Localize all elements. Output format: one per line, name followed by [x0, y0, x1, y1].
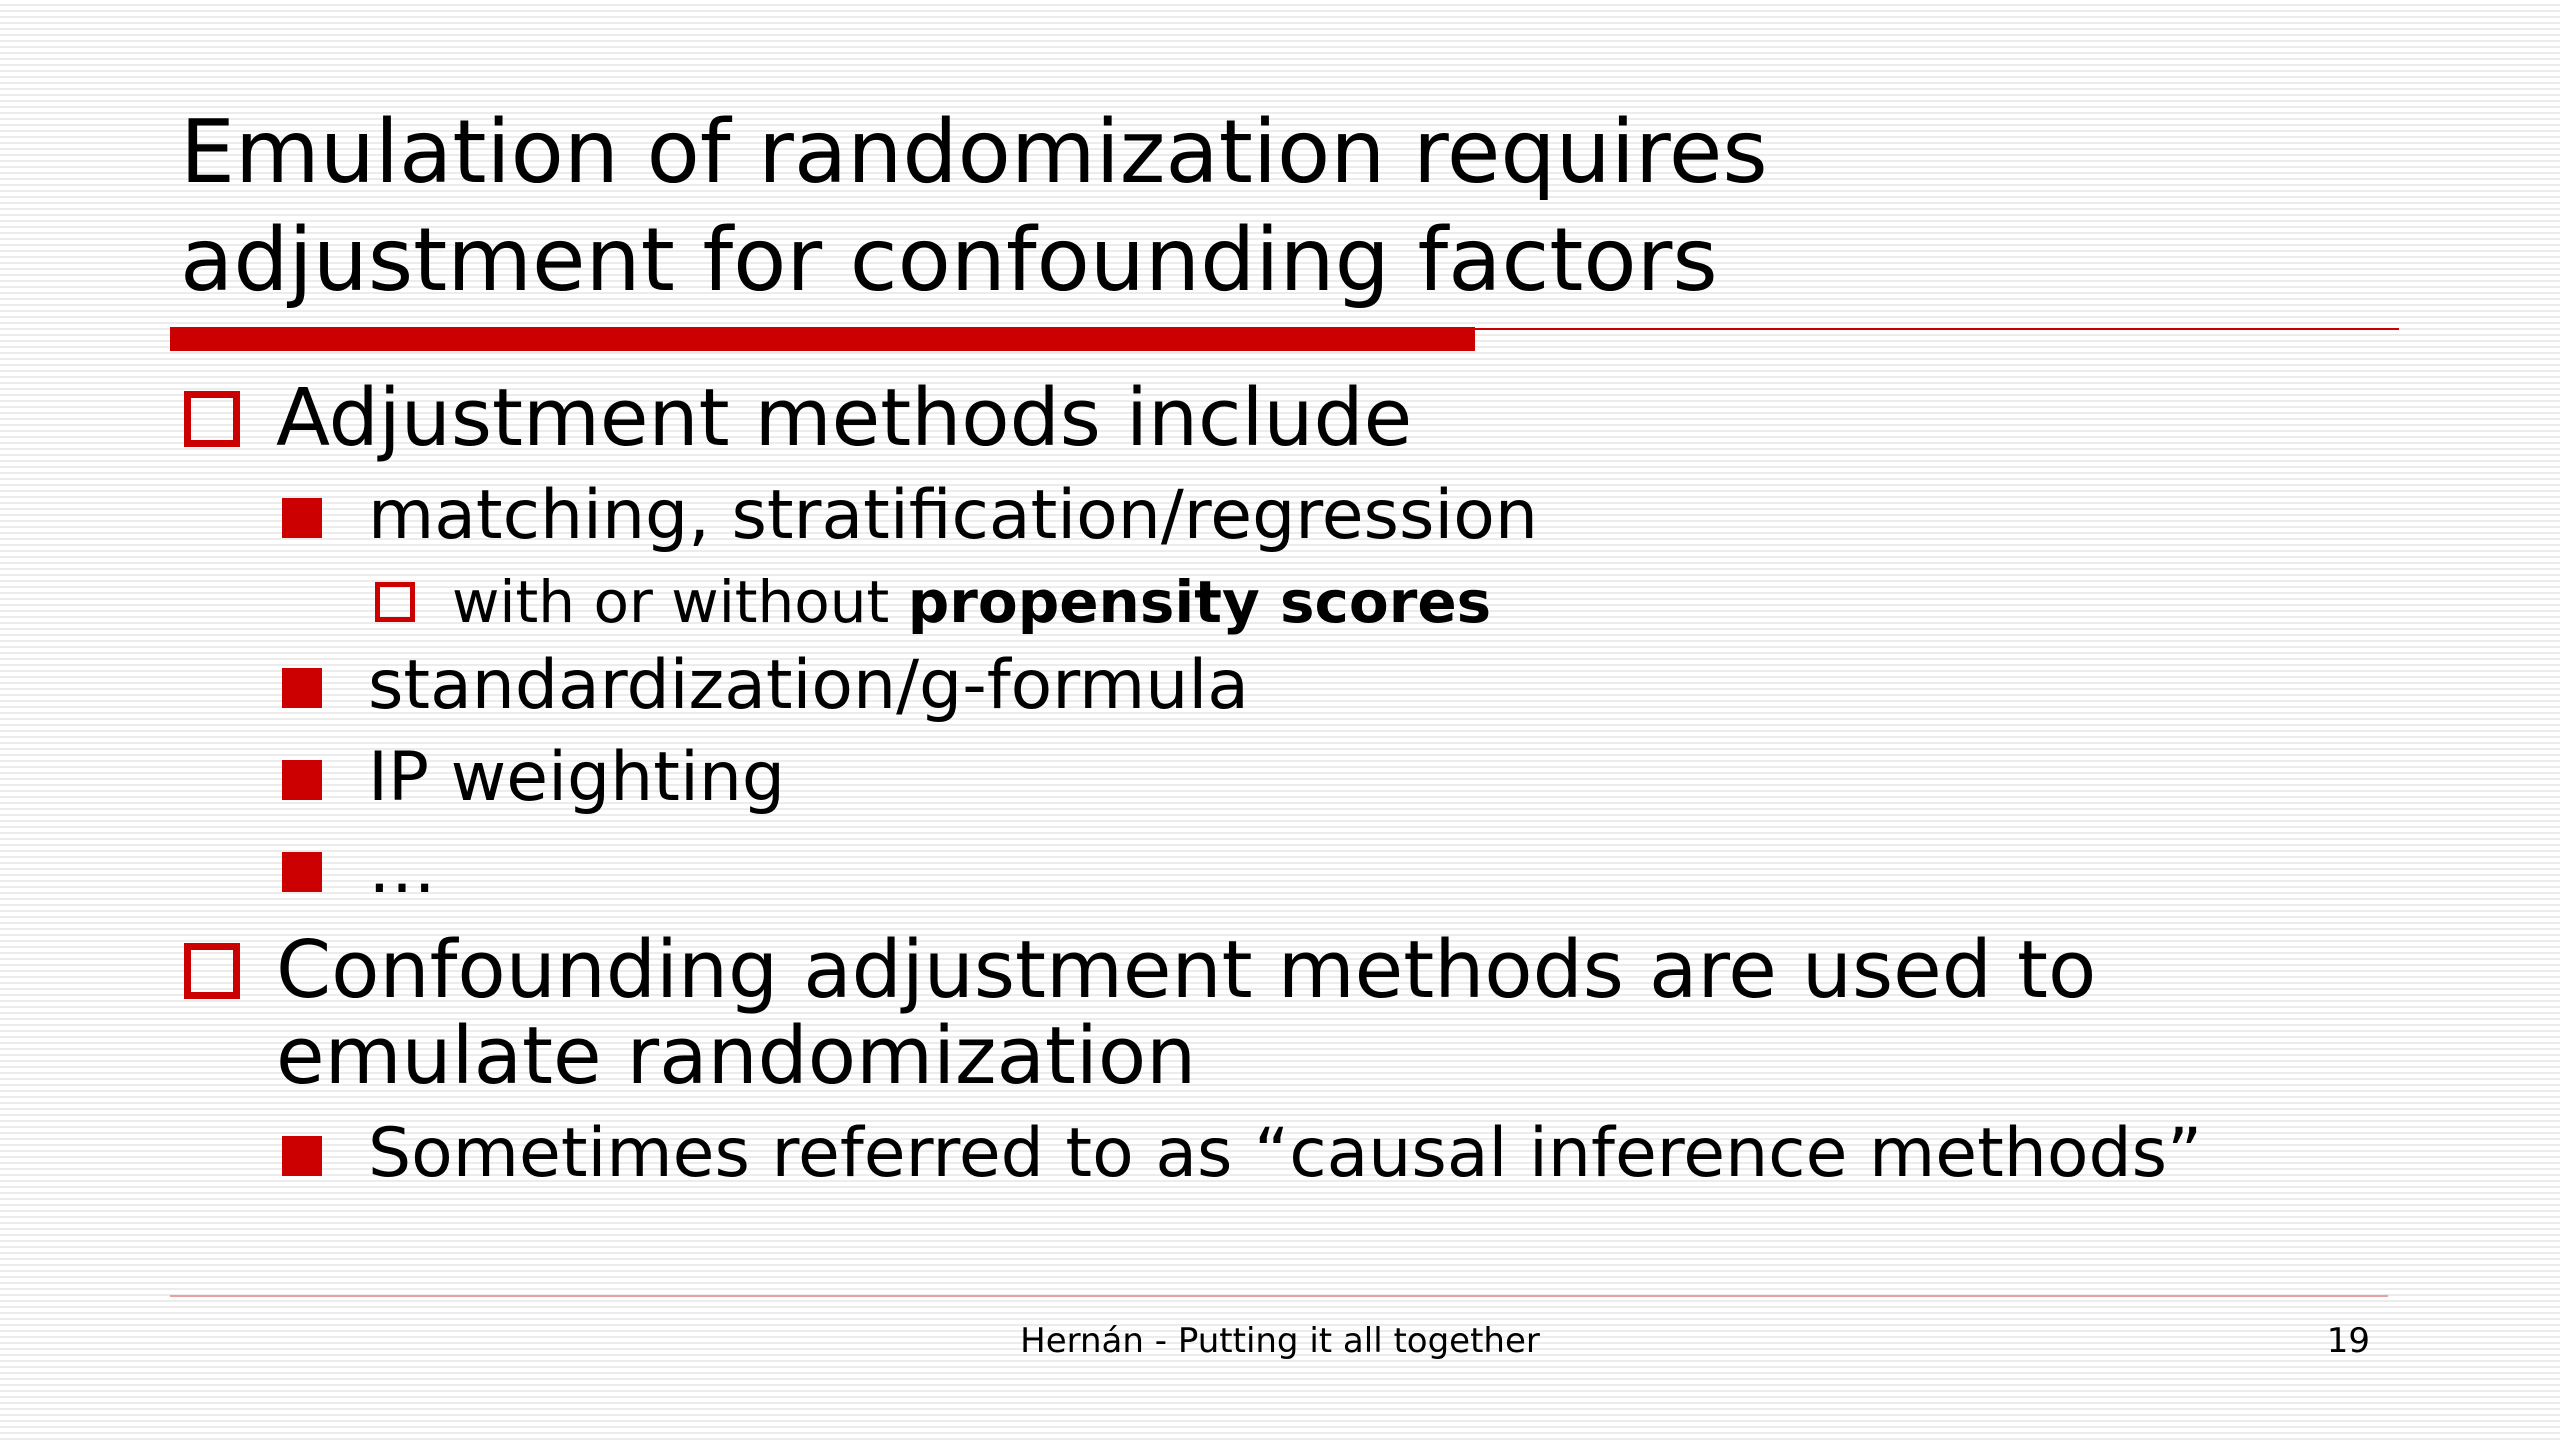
title-underline-thin	[1475, 328, 2399, 330]
bullet-text: Sometimes referred to as “causal inference methods”	[368, 1114, 2203, 1193]
hollow-square-bullet-icon	[184, 391, 240, 447]
bullet-text: matching, stratification/regression	[368, 476, 1538, 555]
title-underline-thick	[170, 327, 1475, 351]
bullet-text	[452, 567, 1491, 637]
hollow-square-bullet-icon	[184, 943, 240, 999]
solid-square-bullet-icon	[282, 1136, 322, 1176]
bullet-text: …	[368, 830, 436, 909]
bullet-text: IP weighting	[368, 738, 786, 817]
solid-square-bullet-icon	[282, 760, 322, 800]
bullet-text-plain: with or without	[452, 568, 908, 636]
bullet-text-line2: emulate randomization	[276, 1010, 1197, 1102]
slide-title: Emulation of randomization requires adjustment for confounding factors	[180, 101, 1768, 311]
bullet-text: standardization/g-formula	[368, 646, 1249, 725]
bullet-text-line1: Confounding adjustment methods are used to	[276, 924, 2097, 1016]
bullet-text-bold: propensity scores	[907, 568, 1492, 636]
footer-divider	[170, 1295, 2388, 1297]
solid-square-bullet-icon	[282, 668, 322, 708]
hollow-square-bullet-icon	[375, 582, 415, 622]
page-number: 19	[2326, 1321, 2370, 1361]
solid-square-bullet-icon	[282, 852, 322, 892]
solid-square-bullet-icon	[282, 498, 322, 538]
bullet-text: Adjustment methods include	[276, 372, 1413, 464]
footer-text: Hernán - Putting it all together	[1020, 1321, 1540, 1361]
